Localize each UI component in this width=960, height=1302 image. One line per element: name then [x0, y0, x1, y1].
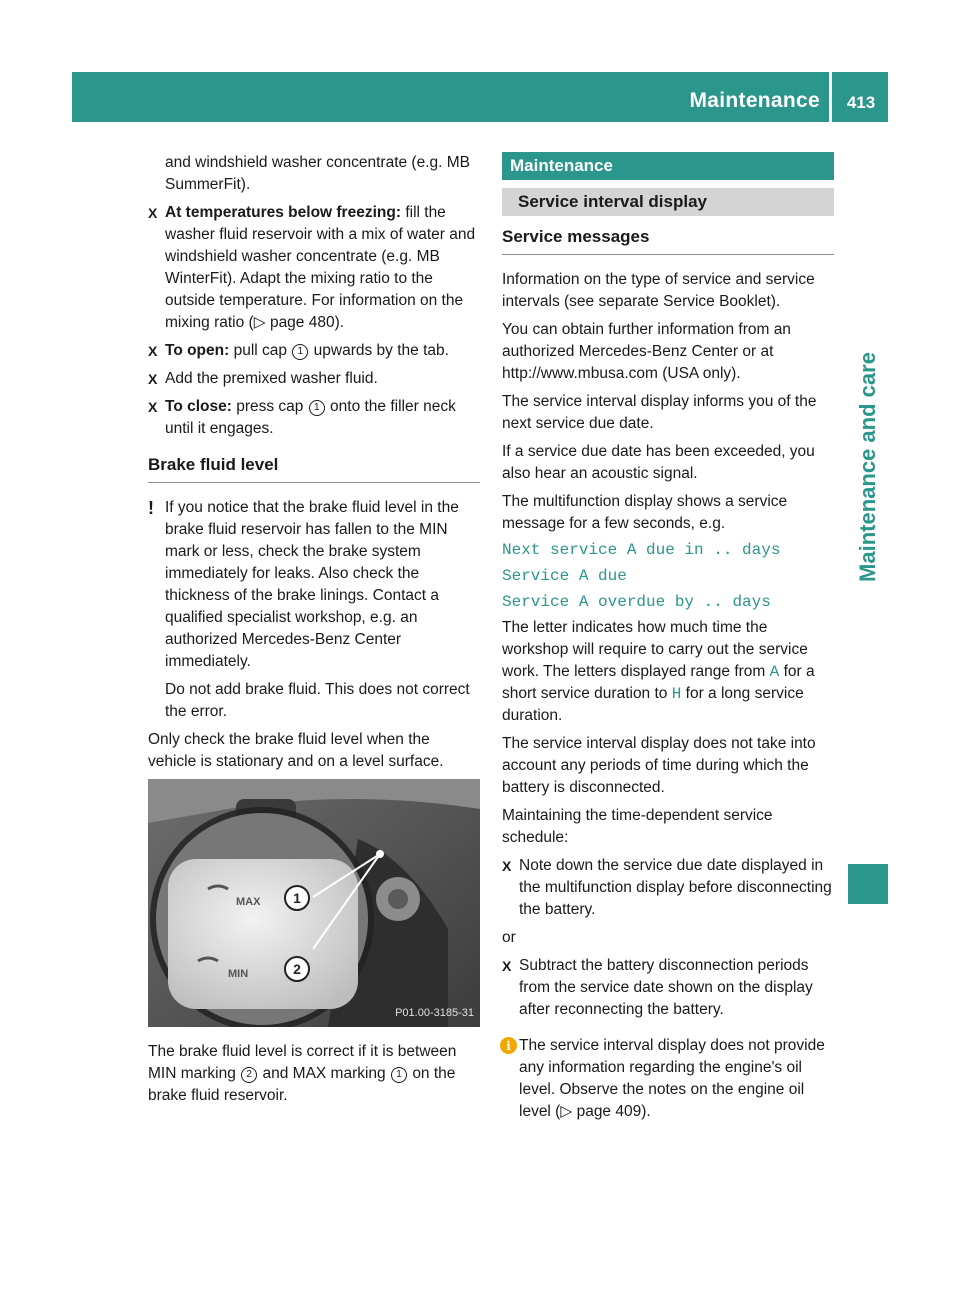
service-para-7: The service interval display does not take into account any periods of time during which the battery is disconnected. [502, 735, 816, 796]
page-header [72, 72, 888, 122]
close-label: To close: [165, 398, 232, 415]
level-text-mid: and MAX marking [262, 1065, 386, 1082]
letter-text-pre: The letter indicates how much time the workshop will require to carry out the service work. The letters displayed range from [502, 619, 808, 680]
note-due-date-text: Note down the service due date displayed in the multifunction display before disconnecting the battery. [519, 857, 832, 918]
warning-text: If you notice that the brake fluid level in the brake fluid reservoir has fallen to the MIN mark or less, check the brake system immediately for leaks. Also check the thickness of the brake linings. Contact a qualified specialist workshop, e.g. an authorized Mercedes-Benz Center immediately. [165, 499, 459, 670]
service-para-8: Maintaining the time-dependent service schedule: [502, 807, 773, 846]
callout-1-icon: 1 [309, 400, 325, 416]
side-tab-text: Maintenance and care [855, 352, 880, 582]
side-tab-marker [848, 864, 888, 904]
section-bar-maintenance: Maintenance [502, 152, 834, 180]
chapter-title: Maintenance [689, 89, 820, 112]
letter-text-post: for a long service duration. [502, 685, 804, 724]
open-label: To open: [165, 342, 230, 359]
warning-text-2: Do not add brake fluid. This does not correct the error. [165, 681, 470, 720]
service-para-5: The multifunction display shows a service message for a few seconds, e.g. [502, 493, 788, 532]
step-arrow-icon: X [148, 343, 158, 359]
display-message-3: Service A overdue by .. days [502, 593, 771, 611]
side-tab-label [848, 122, 888, 812]
step-arrow-icon: X [502, 858, 512, 874]
step-arrow-icon: X [502, 958, 512, 974]
service-para-2: You can obtain further information from an authorized Mercedes-Benz Center or at http://www.mbusa.com (USA only). [502, 321, 791, 382]
max-mark-label: MAX [236, 896, 261, 908]
callout-1-icon: 1 [292, 344, 308, 360]
step-arrow-icon: X [148, 399, 158, 415]
brake-fluid-reservoir-figure [148, 779, 480, 1027]
level-correct-text [148, 1041, 480, 1107]
left-column [148, 152, 480, 1113]
service-para-6 [502, 617, 834, 727]
callout-1-icon: 1 [391, 1067, 407, 1083]
subtract-periods-text: Subtract the battery disconnection periods from the service date shown on the display after reconnecting the battery. [519, 957, 813, 1018]
step-arrow-icon: X [148, 205, 158, 221]
open-step [148, 340, 480, 362]
freezing-step [148, 202, 480, 334]
add-fluid-step [148, 368, 480, 390]
check-level-text: Only check the brake fluid level when the vehicle is stationary and on a level surface. [148, 731, 444, 770]
engine-bay-illustration [148, 779, 480, 1027]
figure-callout-1-icon: 1 [284, 885, 310, 911]
close-step [148, 396, 480, 440]
open-text-pre: pull cap [233, 342, 288, 359]
info-note [502, 1035, 834, 1123]
close-text-post: onto the filler neck until it engages. [165, 398, 456, 437]
subtract-periods-step [502, 955, 834, 1021]
subsection-bar-service-interval: Service interval display [502, 188, 834, 216]
page-number: 413 [846, 93, 876, 112]
display-message-1: Next service A due in .. days [502, 541, 781, 559]
service-para-1: Information on the type of service and service intervals (see separate Service Booklet). [502, 271, 815, 310]
intro-text: and windshield washer concentrate (e.g. MB SummerFit). [165, 154, 470, 193]
close-text-pre: press cap [236, 398, 304, 415]
display-message-2: Service A due [502, 567, 627, 585]
info-text: The service interval display does not provide any information regarding the engine's oil level. Observe the notes on the engine oil level (▷ page 409). [519, 1037, 825, 1120]
service-para-3: The service interval display informs you of the next service due date. [502, 393, 817, 432]
letter-text-mid: for a short service duration to [502, 663, 815, 702]
freezing-label: At temperatures below freezing: [165, 204, 401, 221]
open-text-post: upwards by the tab. [313, 342, 449, 359]
step-arrow-icon: X [148, 371, 158, 387]
min-mark-label: MIN [228, 968, 249, 980]
warning-icon: ! [148, 498, 154, 518]
freezing-text: fill the washer fluid reservoir with a mix of water and windshield washer concentrate (e.g. MB WinterFit). Adapt the mixing ratio to the outside temperature. For information on the mixing ratio (▷ page 480). [165, 204, 476, 331]
add-fluid-text: Add the premixed washer fluid. [165, 370, 378, 387]
warning-note [148, 497, 480, 723]
service-para-4: If a service due date has been exceeded, you also hear an acoustic signal. [502, 443, 815, 482]
level-text-post: on the brake fluid reservoir. [148, 1065, 456, 1104]
letter-a: A [769, 663, 780, 681]
level-text-pre: The brake fluid level is correct if it is between MIN marking [148, 1043, 457, 1082]
brake-fluid-heading: Brake fluid level [148, 454, 480, 483]
right-column [502, 152, 834, 1129]
figure-code: P01.00-3185-31 [395, 1007, 474, 1019]
or-text: or [502, 929, 516, 946]
callout-2-icon: 2 [241, 1067, 257, 1083]
letter-h: H [671, 685, 682, 703]
figure-callout-2-icon: 2 [284, 956, 310, 982]
note-due-date-step [502, 855, 834, 921]
header-divider [829, 72, 832, 122]
service-messages-heading: Service messages [502, 226, 834, 255]
info-icon: i [500, 1037, 517, 1054]
